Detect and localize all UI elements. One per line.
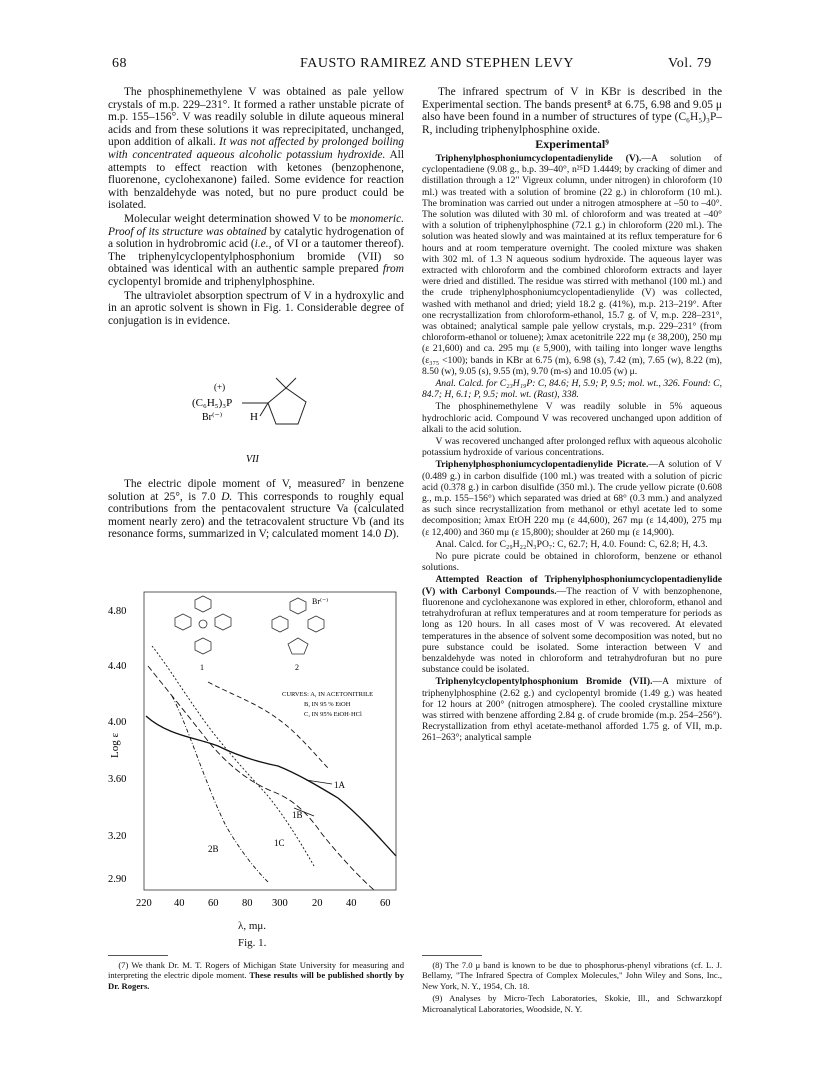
x-tick-label: 80: [242, 898, 253, 909]
right-column: [422, 86, 722, 745]
structure-bromide: Br⁽⁻⁾: [202, 412, 223, 423]
exp-bromide: [422, 676, 722, 743]
structure-formula: (C₆H₅)₃P: [192, 397, 233, 409]
curve-1a: [146, 716, 396, 856]
text-run: —A mixture of triphenylphosphine (2.62 g.) and cyclopentyl bromide (1.49 g.) was heated for 12 hours at 200° (nitrogen atmosphere). The cooled crystalline mixture was stirred with benzene affording 2.84 g. of crude bromide (m.p. 254–256°). Recrystallization from ethyl acetate-methanol afforded 1.75 g. of VII, m.p. 261–263°; analytical sample: [422, 676, 722, 744]
text-run: Molecular weight determination showed V to be: [123, 212, 347, 225]
y-tick-label: 2.90: [108, 874, 127, 885]
inset-label-2: 2: [295, 663, 299, 672]
footnote-9: (9) Analyses by Micro-Tech Laboratories, Skokie, Ill., and Schwarzkopf Microanalytical Laboratories, Woodside, N. Y.: [422, 993, 722, 1014]
text-run-italic: It was not affected by prolonged boiling with concentrated aqueous alcoholic potassium hydroxide.: [108, 136, 404, 161]
experimental-body: [422, 153, 722, 744]
running-authors: FAUSTO RAMIREZ AND STEPHEN LEVY: [300, 56, 574, 71]
curve-1b: [148, 666, 374, 890]
x-tick-label: 60: [380, 898, 391, 909]
left-paragraph-4: [108, 478, 404, 541]
structure-vii: [180, 376, 340, 466]
text-run-italic: Proof of its structure was obtained: [108, 225, 267, 238]
left-column-lower: [108, 478, 404, 542]
legend: [282, 691, 373, 718]
y-axis-label: Log ε: [109, 732, 121, 758]
exp-picrate-analysis: Anal. Calcd. for C₂₉H₂₂N₃PO₇: C, 62.7; H, 4.0. Found: C, 62.8; H, 4.3.: [435, 538, 708, 550]
right-paragraph-1: The infrared spectrum of V in KBr is described in the Experimental section. The bands present⁸ at 6.75, 6.98 and 9.05 μ also have been found in a number of structures of type (C₆H₅)₃P–R, including triphenylphosphine oxide.: [422, 86, 722, 136]
plot-frame: [144, 592, 396, 890]
text-run-italic: D: [384, 528, 393, 541]
x-tick-label: 300: [272, 898, 288, 909]
exp-compound-v-analysis: [422, 378, 722, 400]
footnote-8: (8) The 7.0 μ band is known to be due to phosphorus-phenyl vibrations (cf. L. J. Bellamy, "The Infrared Spectra of Complex Molecules," John Wiley and Sons, Inc., New York, N. Y., 1954, Ch. 18.: [422, 960, 722, 991]
text-run-italic: D.: [221, 490, 233, 503]
section-title: Triphenylphosphoniumcyclopentadienylide Picrate.: [435, 459, 649, 471]
footnote-rule-left: [108, 955, 168, 956]
text-run: of VI or a tautomer thereof). The triphenylcyclopentylphosphonium bromide (VII) so obtained was identical with an authentic sample prepared: [108, 238, 404, 276]
text-run-bold: These results will be published shortly by Dr. Rogers.: [108, 970, 404, 991]
y-tick-label: 4.80: [108, 606, 127, 617]
structure-hydrogen: H: [250, 411, 258, 423]
structure-label: VII: [246, 454, 259, 465]
text-run: —A solution of V (0.489 g.) in carbon disulfide (100 ml.) was treated with a solution of picric acid (0.378 g.) in carbon disulfide (350 ml.). The crude yellow picrate (0.608 g., m.p. 155–156°) which separated was dried at 68° (0.3 mm.) and analyzed as such since recrystallization from methanol or ethyl acetate led to some decomposition; λmax EtOH 220 mμ (ε 44,600), 267 mμ (ε 14,400), 275 mμ (ε 12,400) and 360 mμ (ε 15,800); shoulder at 260 mμ (ε 14,900).: [422, 459, 723, 538]
inset-label-1: 1: [200, 663, 204, 672]
exp-compound-v: [422, 153, 722, 377]
text-run: ).: [392, 528, 399, 541]
text-run: The phosphinemethylene V was obtained as pale yellow crystals of m.p. 229–231°. It formed a rather unstable picrate of m.p. 155–156°. V was readily soluble in dilute aqueous mineral acids and from these solutions it was reprecipitated, unchanged, upon addition of alkali.: [108, 86, 404, 149]
curve-1c: [152, 646, 314, 866]
y-tick-label: 3.60: [108, 774, 127, 785]
text-run-italic: monomeric.: [349, 212, 404, 225]
figure-caption: Fig. 1.: [238, 937, 267, 949]
exp-paragraph: No pure picrate could be obtained in chloroform, benzene or ethanol solutions.: [422, 551, 722, 574]
footnote-7: [108, 960, 404, 993]
figure-1-uv-spectrum: [108, 586, 408, 916]
text-run-italic: i.e.,: [254, 238, 272, 251]
section-title: Triphenylphosphoniumcyclopentadienylide (V).: [435, 152, 642, 164]
inset-structure-1: [175, 596, 231, 654]
legend-b: B, IN 95 % EtOH: [304, 701, 351, 708]
left-column: [108, 86, 404, 328]
inset-structure-2: [272, 598, 324, 654]
exp-paragraph: The phosphinemethylene V was readily soluble in 5% aqueous hydrochloric acid. Compound V was recovered unchanged upon addition of alkali to the acid solution.: [422, 401, 722, 435]
x-tick-label: 40: [174, 898, 185, 909]
curve-label-1b: 1B: [292, 810, 303, 820]
x-tick-label: 60: [208, 898, 219, 909]
text-run: —A solution of cyclopentadiene (9.08 g., b.p. 39–40°, n²⁵D 1.4449; by cracking of dimer and distillation through a 12" Vigreux column, under nitrogen) in chloroform (10 ml.) was treated with a solution of bromine (22 g.) in chloroform (10 ml.). The bromination was carried out under a nitrogen atmosphere at –50 to –40°. The solution was diluted with 30 ml. of chloroform and was treated at –40° with a solution of triphenylphosphine (72.1 g.) in chloroform (220 ml.). The solution was heated slowly and was maintained at its reflux temperature for 6 hours and at room temperature overnight. The cooled mixture was shaken with 302 ml. of 1.3 N aqueous sodium hydroxide. The aqueous layer was extracted with chloroform and the combined chloroform extracts and layer were dried and distilled. The residue was stirred with methanol (100 ml.) and the crude triphenylphosphoniumcyclopentadienylide (V) was collected, washed with methanol and dried; yield 18.2 g. (41%), m.p. 213–219°. After one recrystallization from chloroform-ethanol, 15.7 g. of V, m.p. 228–231°, was obtained; analytical sample pale yellow crystals, m.p. 229–231° (from chloroform-ethanol or toluene); λmax acetonitrile 222 mμ (ε 38,200), 250 mμ (ε 21,600) and ca. 295 mμ (ε 5,900), with tailing into longer wave lengths (ε₃₇₅ <100); bands in KBr at 6.75 (m), 6.98 (s), 7.42 (m), 7.65 (w), 8.22 (m), 8.50 (w), 9.05 (s), 9.55 (m), 9.70 (m-s) and 10.05 (w) μ.: [422, 152, 723, 377]
exp-paragraph: V was recovered unchanged after prolonged reflux with aqueous alcoholic potassium hydroxide of various concentrations.: [422, 436, 722, 459]
structure-plus: (+): [214, 382, 226, 392]
curve-label-2b: 2B: [208, 844, 219, 854]
footnote-rule-right: [422, 955, 482, 956]
page-number: 68: [112, 56, 127, 71]
section-title: Triphenylcyclopentylphosphonium Bromide (VII).: [435, 676, 653, 688]
left-paragraph-1: [108, 86, 404, 212]
left-paragraph-2: [108, 213, 404, 289]
text-run-italic: from: [382, 263, 404, 276]
legend-c: C, IN 95% EtOH·HCl: [304, 711, 362, 718]
legend-title: CURVES: A, IN ACETONITRILE: [282, 691, 374, 698]
footnotes-right: [422, 960, 722, 1016]
text-run: All attempts to effect reaction with ketones (benzophenone, fluorenone, cyclohexanone) failed. Some evidence for reaction with benzaldehyde was noted, but no pure product could be isolated.: [108, 148, 404, 212]
text-run: The electric dipole moment of V, measured⁷ in benzene solution at 25°, is 7.0: [108, 478, 404, 503]
y-tick-label: 4.00: [108, 717, 127, 728]
curve-label-1c: 1C: [274, 838, 285, 848]
text-run: This corresponds to roughly equal contributions from the pentacovalent structure Va (calculated moment nearly zero) and the tetracovalent structure Vb (and its resonance forms, summarized in V; calculated moment 14.0: [108, 490, 404, 541]
exp-carbonyl: [422, 574, 722, 675]
text-run: (7) We thank Dr. M. T. Rogers of Michigan State University for measuring and interpreting the electric dipole moment.: [108, 960, 404, 981]
text-run: cyclopentyl bromide and triphenylphosphine.: [108, 275, 315, 288]
section-title: Attempted Reaction of Triphenylphosphoniumcyclopentadienylide (V) with Carbonyl Compounds.: [422, 574, 722, 597]
exp-picrate: [422, 459, 722, 537]
x-ticks: [136, 898, 391, 909]
x-tick-label: 40: [346, 898, 357, 909]
text-run: —The reaction of V with benzophenone, fluorenone and cyclohexanone was explored in ether, chloroform, ethanol and tetrahydrofuran at reflux temperatures and at room temperature for periods as long as 120 hours. In all cases most of V was recovered. At elevated temperatures in the absence of solvent some decomposition was noted, but no pure substance could be isolated. Some interaction between V and benzaldehyde was noted in chloroform and tetrahydrofuran but no pure substance could be isolated.: [422, 585, 722, 676]
y-tick-label: 4.40: [108, 661, 127, 672]
volume-label: Vol. 79: [668, 56, 712, 71]
x-tick-label: 220: [136, 898, 152, 909]
text-run: Anal. Calcd. for C₂₃H₁₉P: C, 84.6; H, 5.9; P, 9.5; mol. wt., 326. Found: C, 84.7; H, 6.1; P, 9.5; mol. wt. (Rast), 338.: [422, 378, 722, 401]
text-run: by catalytic hydrogenation of a solution in hydrobromic acid (: [108, 225, 405, 251]
footnote-7-text: [108, 960, 404, 991]
experimental-heading: Experimental⁹: [535, 137, 609, 152]
figure-x-label: λ, mμ.: [238, 920, 267, 932]
x-tick-label: 20: [312, 898, 323, 909]
left-paragraph-3: The ultraviolet absorption spectrum of V in a hydroxylic and in an aprotic solvent is shown in Fig. 1. Considerable degree of conjugation is in evidence.: [108, 289, 404, 327]
curve-label-1a: 1A: [334, 780, 345, 790]
curve-2b: [172, 696, 268, 882]
y-tick-label: 3.20: [108, 831, 127, 842]
inset-bromide: Br⁽⁻⁾: [312, 597, 329, 606]
